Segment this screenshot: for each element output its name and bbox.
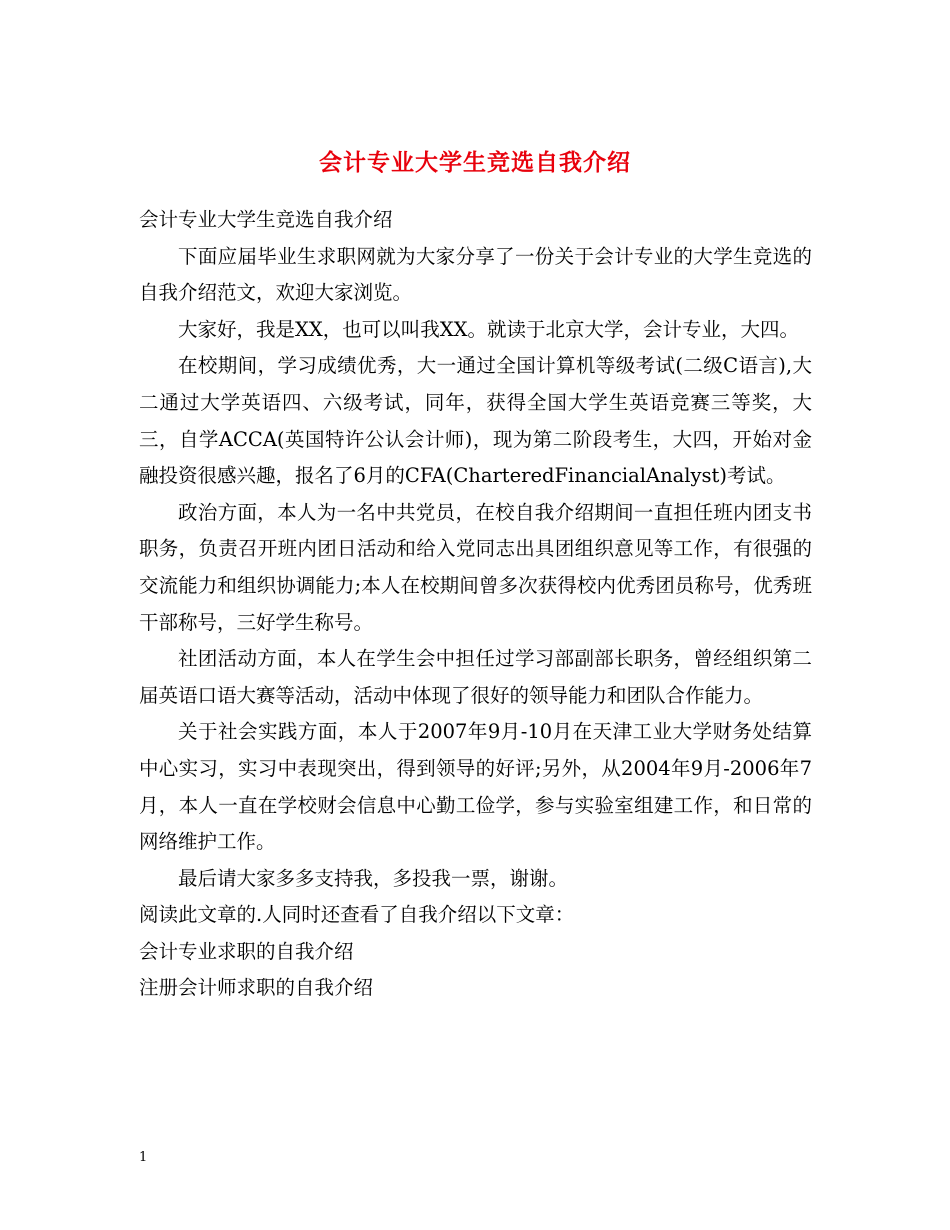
paragraph: 阅读此文章的.人同时还查看了自我介绍以下文章： — [139, 903, 575, 927]
paragraph: 关于社会实践方面，本人于2007年9月-10月在天津工业大学财务处结算中心实习，实习中表现突出，得到领导的好评;另外，从2004年9月-2006年7月，本人一直在学校财会信息中心勤工俭学，参与实验室组建工作，和日常的网络维护工作。 — [139, 720, 812, 854]
paragraph: 最后请大家多多支持我，多投我一票，谢谢。 — [178, 866, 569, 890]
document-title: 会计专业大学生竞选自我介绍 — [319, 149, 631, 177]
page-number: 1 — [139, 1150, 148, 1165]
paragraph: 会计专业大学生竞选自我介绍 — [139, 208, 393, 231]
paragraph: 在校期间，学习成绩优秀，大一通过全国计算机等级考试(二级C语言),大二通过大学英语四、六级考试，同年，获得全国大学生英语竞赛三等奖，大三，自学ACCA(英国特许公认会计师)，现为第二阶段考生，大四，开始对金融投资很感兴趣，报名了6月的CFA(CharteredFinancialAnalyst)考试。 — [139, 354, 812, 488]
related-article-link[interactable]: 注册会计师求职的自我介绍 — [139, 976, 374, 1000]
paragraph: 下面应届毕业生求职网就为大家分享了一份关于会计专业的大学生竞选的自我介绍范文，欢迎大家浏览。 — [139, 244, 812, 305]
related-article-link[interactable]: 会计专业求职的自我介绍 — [139, 939, 354, 963]
paragraph: 大家好，我是XX，也可以叫我XX。就读于北京大学，会计专业，大四。 — [178, 317, 800, 341]
paragraph: 政治方面，本人为一名中共党员，在校自我介绍期间一直担任班内团支书职务，负责召开班内团日活动和给入党同志出具团组织意见等工作，有很强的交流能力和组织协调能力;本人在校期间曾多次获得校内优秀团员称号，优秀班干部称号，三好学生称号。 — [139, 500, 812, 634]
paragraph: 社团活动方面，本人在学生会中担任过学习部副部长职务，曾经组织第二届英语口语大赛等活动，活动中体现了很好的领导能力和团队合作能力。 — [139, 647, 812, 707]
document-body — [139, 202, 812, 1007]
